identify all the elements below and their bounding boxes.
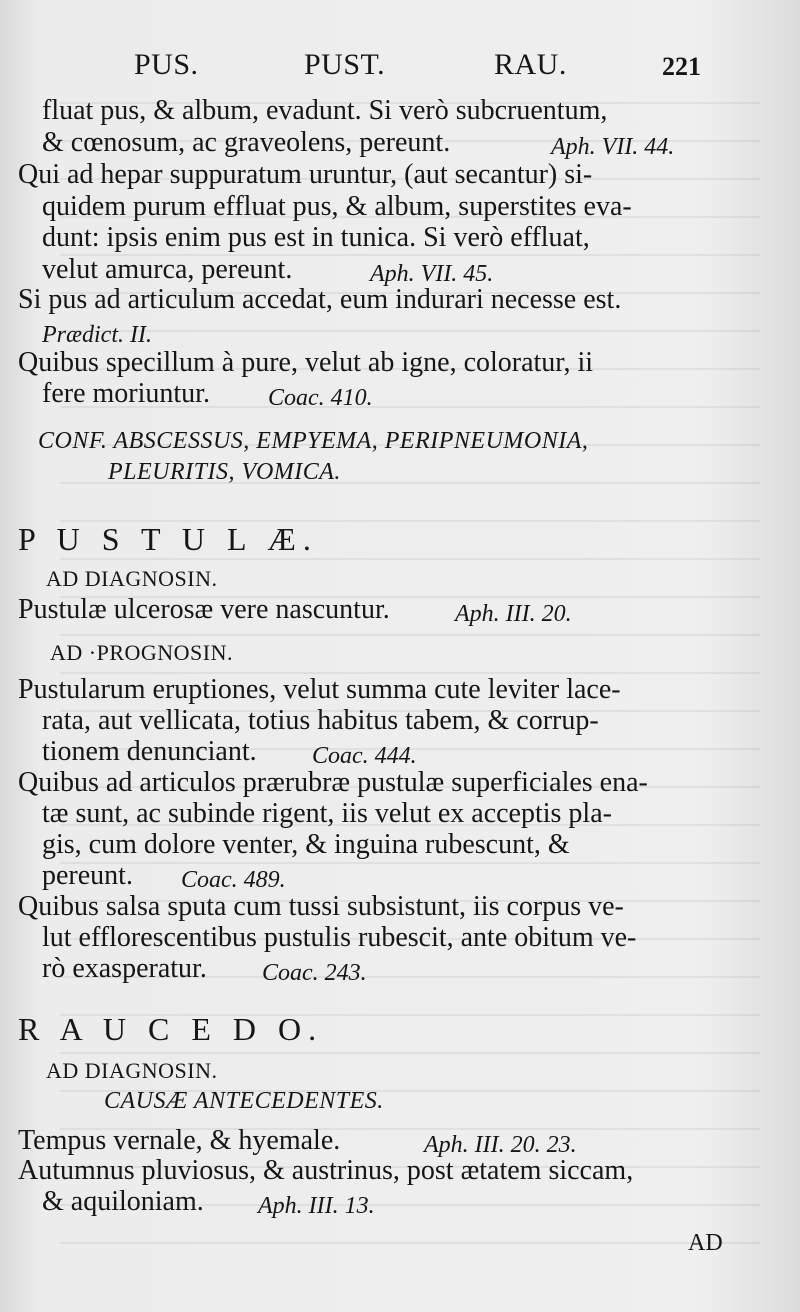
text-line: rata, aut vellicata, totius habitus tabem, & corrup-: [42, 705, 599, 736]
text-line: pereunt.: [42, 860, 133, 891]
text-line: gis, cum dolore venter, & inguina rubescunt, &: [42, 829, 570, 860]
text-line: Qui ad hepar suppuratum uruntur, (aut secantur) si-: [18, 159, 593, 190]
reference: Aph. VII. 45.: [370, 261, 494, 287]
section-title: R A U C E D O.: [18, 1011, 324, 1047]
cross-reference: PLEURITIS, VOMICA.: [108, 459, 341, 485]
text-line: fere moriuntur.: [42, 378, 210, 409]
text-line: tionem denunciant.: [42, 736, 257, 767]
cross-reference: CONF. ABSCESSUS, EMPYEMA, PERIPNEUMONIA,: [38, 428, 589, 454]
text-line: Quibus salsa sputa cum tussi subsistunt, iis corpus ve-: [18, 891, 624, 922]
text-line: Pustulæ ulcerosæ vere nascuntur.: [18, 594, 390, 625]
page-number: 221: [662, 52, 701, 81]
subheading: AD DIAGNOSIN.: [46, 566, 218, 591]
text-line: Quibus specillum à pure, velut ab igne, coloratur, ii: [18, 347, 594, 378]
reference: Aph. III. 20. 23.: [424, 1132, 577, 1158]
text-line: Si pus ad articulum accedat, eum indurari necesse est.: [18, 284, 622, 315]
text-line: & aquiloniam.: [42, 1186, 204, 1217]
header-right: RAU.: [494, 48, 567, 81]
reference: Aph. III. 20.: [455, 601, 572, 627]
header-left: PUS.: [134, 48, 199, 81]
section-title: P U S T U L Æ.: [18, 521, 318, 557]
text-line: tæ sunt, ac subinde rigent, iis velut ex acceptis pla-: [42, 798, 612, 829]
text-line: fluat pus, & album, evadunt. Si verò subcruentum,: [42, 95, 608, 126]
text-line: lut efflorescentibus pustulis rubescit, ante obitum ve-: [42, 922, 637, 953]
subheading: CAUSÆ ANTECEDENTES.: [104, 1088, 384, 1114]
header-center: PUST.: [304, 48, 386, 81]
text-line: dunt: ipsis enim pus est in tunica. Si verò effluat,: [42, 222, 590, 253]
text-line: Pustularum eruptiones, velut summa cute leviter lace-: [18, 674, 621, 705]
text-line: Quibus ad articulos prærubræ pustulæ superficiales ena-: [18, 767, 648, 798]
reference: Coac. 489.: [181, 867, 286, 893]
text-line: rò exasperatur.: [42, 953, 207, 984]
reference: Coac. 410.: [268, 385, 373, 411]
reference: Coac. 243.: [262, 960, 367, 986]
reference: Prædict. II.: [42, 322, 152, 348]
text-line: Tempus vernale, & hyemale.: [18, 1125, 341, 1156]
catchword: AD: [688, 1230, 723, 1256]
text-line: & cœnosum, ac graveolens, pereunt.: [42, 127, 451, 158]
subheading: AD DIAGNOSIN.: [46, 1058, 218, 1083]
reference: Coac. 444.: [312, 743, 417, 769]
text-line: Autumnus pluviosus, & austrinus, post ætatem siccam,: [18, 1155, 634, 1186]
subheading: AD ·PROGNOSIN.: [50, 640, 234, 665]
text-line: quidem purum effluat pus, & album, superstites eva-: [42, 191, 632, 222]
reference: Aph. III. 13.: [258, 1193, 375, 1219]
reference: Aph. VII. 44.: [551, 134, 675, 160]
text-line: velut amurca, pereunt.: [42, 254, 293, 285]
